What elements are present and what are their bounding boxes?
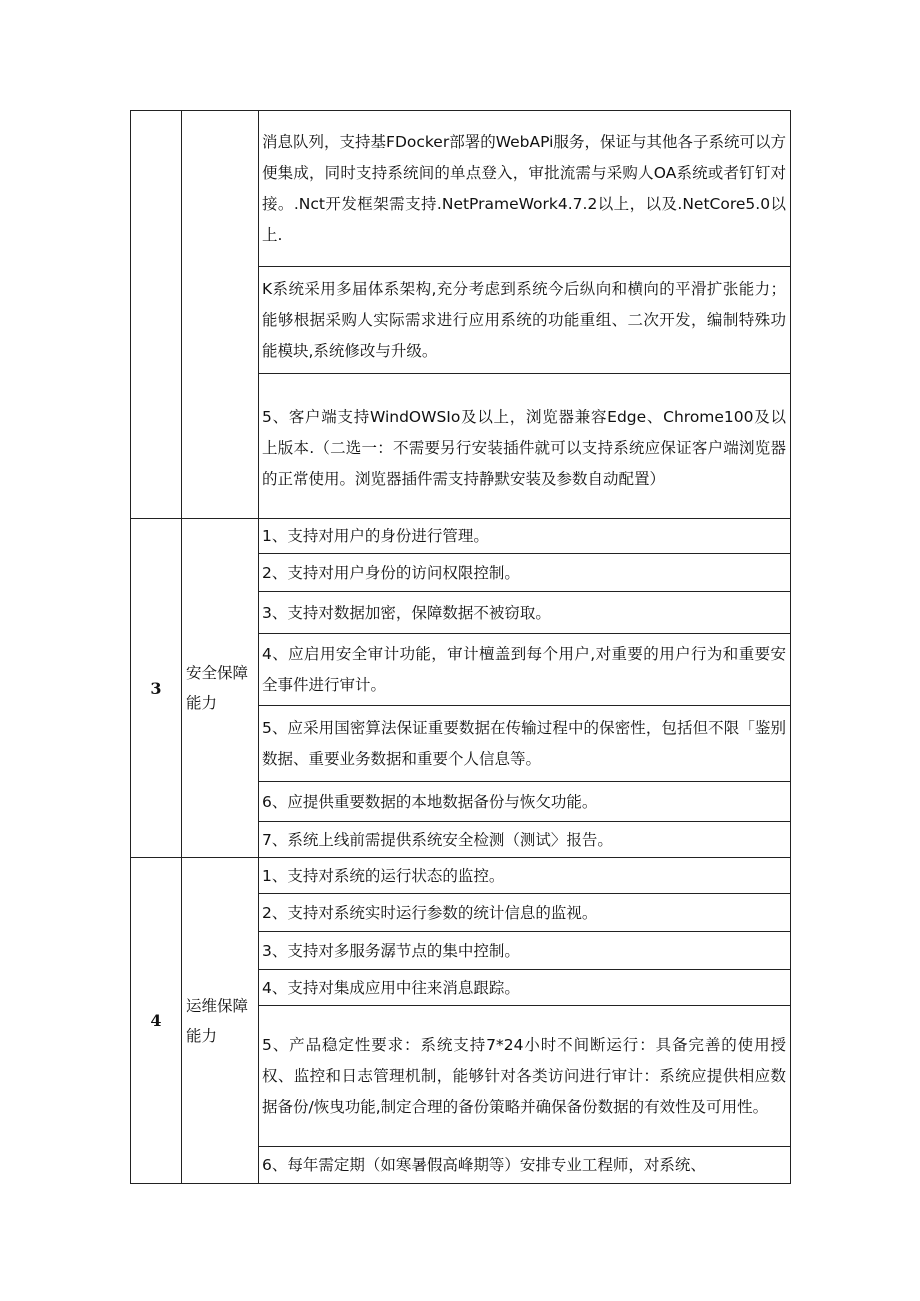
requirement-item: 消息队列，支持基FDocker部署的WebAPi服务，保证与其他各子系统可以方便集成，同时支持系统间的单点登入，审批流需与采购人OA系统或者钉钉对接。.Nct开发框架需支持.NetPrameWork4.7.2以上，以及.NetCore5.0以上. (259, 111, 791, 267)
row-number (131, 111, 182, 519)
requirement-item: 4、应启用安全审计功能，审计檀盖到每个用户,对重要的用户行为和重要安全事件进行审计。 (259, 634, 791, 706)
requirement-item: 2、支持对系统实时运行参数的统计信息的监视。 (259, 894, 791, 932)
row-category: 运维保障能力 (182, 858, 259, 1184)
table-row (131, 519, 791, 554)
requirement-item: 6、每年需定期（如寒暑假高峰期等）安排专业工程师，对系统、 (259, 1147, 791, 1184)
row-category (182, 111, 259, 519)
requirement-item: 1、支持对系统的运行状态的监控。 (259, 858, 791, 894)
requirement-item: 5、应采用国密算法保证重要数据在传输过程中的保密性，包括但不限「鉴别数据、重要业务数据和重要个人信息等。 (259, 706, 791, 782)
requirement-item: 3、支持对数据加密，保障数据不被窃取。 (259, 592, 791, 634)
requirements-table (130, 110, 791, 1184)
requirement-item: 7、系统上线前需提供系统安全检测（测试〉报告。 (259, 822, 791, 858)
table-row (131, 858, 791, 894)
requirement-item: K系统采用多届体系架构,充分考虑到系统今后纵向和横向的平滑扩张能力；能够根据采购人实际需求进行应用系统的功能重组、二次开发，编制特殊功能模块,系统修改与升级。 (259, 267, 791, 374)
requirement-item: 4、支持对集成应用中往来消息跟踪。 (259, 970, 791, 1006)
table-row (131, 111, 791, 267)
requirement-item: 5、客户端支持WindOWSIo及以上，浏览器兼容Edge、Chrome100及以上版本.（二选一：不需要另行安装插件就可以支持系统应保证客户端浏览器的正常使用。浏览器插件需支持静默安装及参数自动配置） (259, 374, 791, 519)
row-category: 安全保障能力 (182, 519, 259, 858)
requirement-item: 5、产品稳定性要求：系统支持7*24小时不间断运行：具备完善的使用授权、监控和日志管理机制，能够针对各类访问进行审计：系统应提供相应数据备份/恢曳功能,制定合理的备份策略并确保备份数据的有效性及可用性。 (259, 1006, 791, 1147)
requirement-item: 2、支持对用户身份的访问权限控制。 (259, 554, 791, 592)
row-number: 4 (131, 858, 182, 1184)
requirement-item: 3、支持对多服务潺节点的集中控制。 (259, 932, 791, 970)
row-number: 3 (131, 519, 182, 858)
requirement-item: 6、应提供重要数据的本地数据备份与恢攵功能。 (259, 782, 791, 822)
requirement-item: 1、支持对用户的身份进行管理。 (259, 519, 791, 554)
